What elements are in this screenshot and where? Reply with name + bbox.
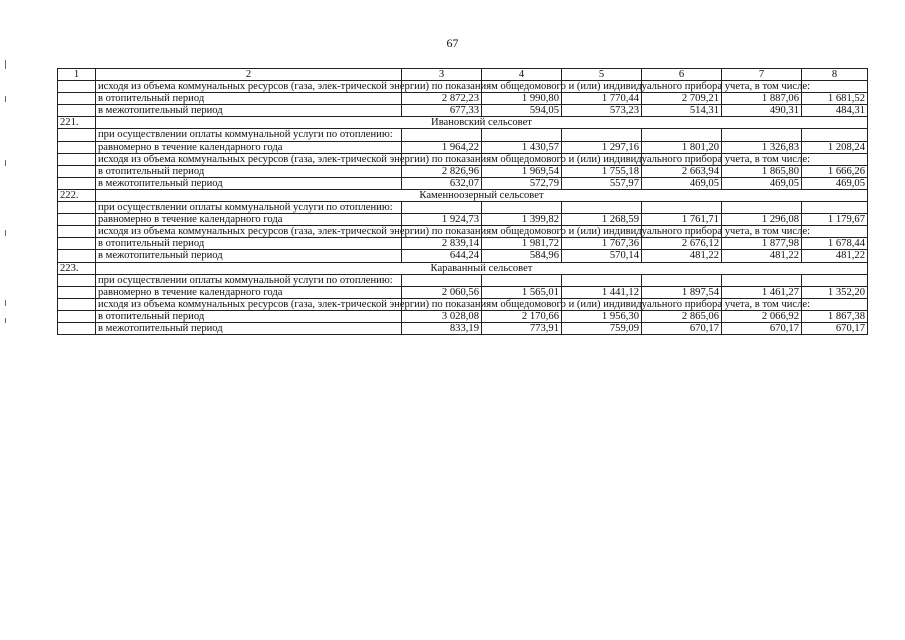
column-header: 2 (96, 69, 402, 81)
value-cell: 1 964,22 (402, 141, 482, 153)
value-cell: 1 801,20 (642, 141, 722, 153)
value-cell (802, 202, 868, 214)
value-cell: 573,23 (562, 105, 642, 117)
value-cell: 2 826,96 (402, 165, 482, 177)
value-cell (482, 129, 562, 141)
section-title: Караванный сельсовет (96, 262, 868, 274)
row-label: при осуществлении оплаты коммунальной услуги по отоплению: (96, 274, 402, 286)
row-number-cell (58, 322, 96, 334)
header-row (58, 69, 868, 81)
value-cell: 1 678,44 (802, 238, 868, 250)
value-cell: 2 865,06 (642, 310, 722, 322)
table-row (58, 165, 868, 177)
row-label: исходя из объема коммунальных ресурсов (газа, элек-трической энергии) по показаниям общедомового и (или) индивидуального прибора учета, в том числе: (96, 226, 402, 238)
value-cell: 2 676,12 (642, 238, 722, 250)
row-label: исходя из объема коммунальных ресурсов (газа, элек-трической энергии) по показаниям общедомового и (или) индивидуального прибора учета, в том числе: (96, 81, 402, 93)
value-cell: 514,31 (642, 105, 722, 117)
value-cell (642, 274, 722, 286)
value-cell: 1 565,01 (482, 286, 562, 298)
value-cell: 670,17 (722, 322, 802, 334)
value-cell: 1 352,20 (802, 286, 868, 298)
value-cell: 469,05 (802, 177, 868, 189)
row-number-cell (58, 129, 96, 141)
value-cell (802, 226, 868, 238)
row-number-cell (58, 165, 96, 177)
value-cell: 484,31 (802, 105, 868, 117)
table-row (58, 141, 868, 153)
section-row (58, 262, 868, 274)
value-cell: 1 990,80 (482, 93, 562, 105)
page-number: 67 (446, 36, 459, 50)
value-cell: 1 430,57 (482, 141, 562, 153)
value-cell (482, 274, 562, 286)
row-label: равномерно в течение календарного года (96, 214, 402, 226)
row-number-cell (58, 177, 96, 189)
value-cell: 1 755,18 (562, 165, 642, 177)
value-cell (642, 202, 722, 214)
value-cell: 1 761,71 (642, 214, 722, 226)
value-cell: 1 770,44 (562, 93, 642, 105)
value-cell: 1 924,73 (402, 214, 482, 226)
column-header: 1 (58, 69, 96, 81)
row-label: исходя из объема коммунальных ресурсов (газа, элек-трической энергии) по показаниям общедомового и (или) индивидуального прибора учета, в том числе: (96, 153, 402, 165)
value-cell: 2 060,56 (402, 286, 482, 298)
table-row (58, 274, 868, 286)
row-label: в отопительный период (96, 165, 402, 177)
row-label: в отопительный период (96, 93, 402, 105)
value-cell: 833,19 (402, 322, 482, 334)
value-cell: 670,17 (642, 322, 722, 334)
margin-mark (5, 60, 6, 69)
value-cell: 2 066,92 (722, 310, 802, 322)
value-cell: 481,22 (722, 250, 802, 262)
row-label: при осуществлении оплаты коммунальной услуги по отоплению: (96, 202, 402, 214)
table-row (58, 226, 868, 238)
table-row (58, 238, 868, 250)
section-title: Каменноозерный сельсовет (96, 189, 868, 201)
table-row (58, 129, 868, 141)
row-number-cell (58, 105, 96, 117)
value-cell (802, 298, 868, 310)
column-header: 7 (722, 69, 802, 81)
value-cell: 1 767,36 (562, 238, 642, 250)
value-cell: 677,33 (402, 105, 482, 117)
row-number-cell (58, 250, 96, 262)
tariff-table (57, 68, 868, 335)
row-label: исходя из объема коммунальных ресурсов (газа, элек-трической энергии) по показаниям общедомового и (или) индивидуального прибора учета, в том числе: (96, 298, 402, 310)
value-cell (562, 202, 642, 214)
value-cell: 1 865,80 (722, 165, 802, 177)
table-row (58, 214, 868, 226)
value-cell: 1 897,54 (642, 286, 722, 298)
value-cell: 1 681,52 (802, 93, 868, 105)
section-row (58, 117, 868, 129)
value-cell: 594,05 (482, 105, 562, 117)
value-cell: 2 839,14 (402, 238, 482, 250)
margin-mark (5, 300, 6, 306)
row-label: в межотопительный период (96, 250, 402, 262)
table-row (58, 250, 868, 262)
value-cell: 469,05 (642, 177, 722, 189)
column-header: 3 (402, 69, 482, 81)
row-label: при осуществлении оплаты коммунальной услуги по отоплению: (96, 129, 402, 141)
value-cell: 3 028,08 (402, 310, 482, 322)
value-cell: 1 268,59 (562, 214, 642, 226)
row-label: в межотопительный период (96, 105, 402, 117)
value-cell: 1 877,98 (722, 238, 802, 250)
value-cell: 632,07 (402, 177, 482, 189)
value-cell: 773,91 (482, 322, 562, 334)
row-number-cell (58, 238, 96, 250)
value-cell: 1 441,12 (562, 286, 642, 298)
row-number-cell (58, 153, 96, 165)
value-cell: 1 297,16 (562, 141, 642, 153)
value-cell: 572,79 (482, 177, 562, 189)
value-cell: 2 663,94 (642, 165, 722, 177)
value-cell: 570,14 (562, 250, 642, 262)
value-cell: 557,97 (562, 177, 642, 189)
value-cell: 1 981,72 (482, 238, 562, 250)
margin-mark (5, 230, 6, 236)
column-header: 5 (562, 69, 642, 81)
row-number-cell (58, 274, 96, 286)
value-cell (402, 202, 482, 214)
table-row (58, 310, 868, 322)
value-cell (642, 129, 722, 141)
value-cell (562, 274, 642, 286)
table-row (58, 81, 868, 93)
table-body (58, 81, 868, 335)
row-number-cell (58, 214, 96, 226)
column-header: 8 (802, 69, 868, 81)
value-cell (402, 274, 482, 286)
value-cell: 1 867,38 (802, 310, 868, 322)
table-row (58, 105, 868, 117)
value-cell: 2 170,66 (482, 310, 562, 322)
margin-mark (5, 160, 6, 166)
row-number-cell (58, 81, 96, 93)
value-cell: 584,96 (482, 250, 562, 262)
value-cell: 1 208,24 (802, 141, 868, 153)
value-cell: 1 887,06 (722, 93, 802, 105)
value-cell: 481,22 (642, 250, 722, 262)
table-row (58, 153, 868, 165)
row-label: равномерно в течение календарного года (96, 141, 402, 153)
row-number: 221. (58, 117, 96, 129)
row-label: в отопительный период (96, 310, 402, 322)
row-label: в отопительный период (96, 238, 402, 250)
value-cell (562, 129, 642, 141)
row-number-cell (58, 226, 96, 238)
table-row (58, 93, 868, 105)
value-cell (402, 129, 482, 141)
row-number-cell (58, 310, 96, 322)
margin-mark (5, 96, 6, 102)
value-cell: 1 666,26 (802, 165, 868, 177)
margin-mark (5, 318, 6, 323)
row-number-cell (58, 93, 96, 105)
table-row (58, 286, 868, 298)
value-cell: 1 179,67 (802, 214, 868, 226)
value-cell (722, 274, 802, 286)
value-cell: 469,05 (722, 177, 802, 189)
value-cell: 1 461,27 (722, 286, 802, 298)
column-header: 6 (642, 69, 722, 81)
row-label: в межотопительный период (96, 177, 402, 189)
table-row (58, 298, 868, 310)
value-cell (802, 81, 868, 93)
table-row (58, 202, 868, 214)
row-number-cell (58, 298, 96, 310)
value-cell (802, 274, 868, 286)
value-cell: 759,09 (562, 322, 642, 334)
row-number-cell (58, 286, 96, 298)
table-row (58, 177, 868, 189)
value-cell: 1 399,82 (482, 214, 562, 226)
value-cell (722, 129, 802, 141)
row-number: 223. (58, 262, 96, 274)
value-cell: 490,31 (722, 105, 802, 117)
value-cell: 1 956,30 (562, 310, 642, 322)
value-cell: 1 326,83 (722, 141, 802, 153)
value-cell: 670,17 (802, 322, 868, 334)
section-title: Ивановский сельсовет (96, 117, 868, 129)
row-number-cell (58, 141, 96, 153)
value-cell: 2 709,21 (642, 93, 722, 105)
row-number-cell (58, 202, 96, 214)
value-cell (802, 129, 868, 141)
value-cell: 481,22 (802, 250, 868, 262)
table-row (58, 322, 868, 334)
value-cell (802, 153, 868, 165)
value-cell: 1 969,54 (482, 165, 562, 177)
value-cell: 2 872,23 (402, 93, 482, 105)
value-cell: 644,24 (402, 250, 482, 262)
column-header: 4 (482, 69, 562, 81)
row-number: 222. (58, 189, 96, 201)
value-cell (482, 202, 562, 214)
row-label: равномерно в течение календарного года (96, 286, 402, 298)
value-cell (722, 202, 802, 214)
value-cell: 1 296,08 (722, 214, 802, 226)
section-row (58, 189, 868, 201)
row-label: в межотопительный период (96, 322, 402, 334)
